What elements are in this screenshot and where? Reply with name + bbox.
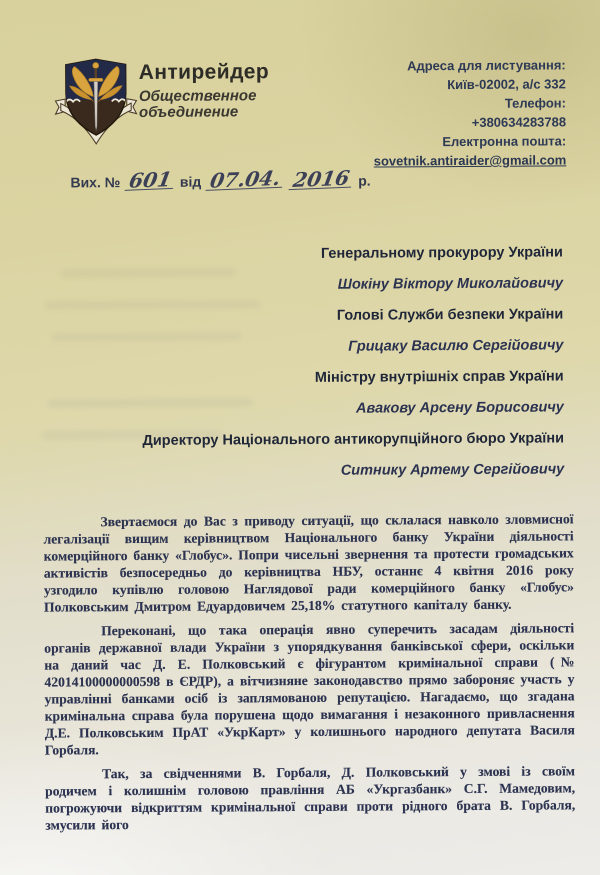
ref-from-label: від [179, 173, 202, 190]
org-subtitle-line2: объединение [138, 103, 239, 121]
org-emblem-shield-wings-sword-icon [52, 55, 141, 154]
ref-date-day-month-handwritten: 07.04. [205, 169, 284, 191]
contact-email-label: Електронна пошта: [442, 133, 567, 150]
contact-email-value: sovetnik.antiraider@gmail.com [373, 152, 567, 169]
recipient-person-4: Ситнику Артему Сергійовичу [340, 461, 565, 479]
recipient-title-2: Голові Служби безпеки України [336, 306, 564, 324]
ref-date-year-handwritten: 2016 [289, 169, 354, 191]
ref-number-handwritten: 601 [124, 170, 175, 191]
recipient-title-3: Міністру внутрішніх справ України [314, 368, 564, 386]
letter-body [43, 510, 575, 840]
recipients-block [59, 237, 565, 488]
contact-block [373, 55, 566, 170]
contact-phone-label: Телефон: [504, 95, 567, 111]
recipient-title-4: Директору Національного антикорупційного бюро України [142, 430, 565, 449]
recipient-title-1: Генеральному прокурору України [320, 244, 563, 262]
org-name: Антирейдер [138, 60, 270, 84]
org-subtitle-line1: Общественное [138, 87, 257, 105]
outgoing-reference-line [70, 165, 371, 202]
ref-year-suffix: р. [358, 172, 371, 189]
body-paragraph-2: Переконані, що така операція явно суперечить засадам діяльності органів державної влади України з упорядкування банківської сфери, оскільки на даний час Д. Е. Полковський є фігурантом кримінальної справи (№ 42014100000000598 в ЄРДР), а вітчизняне законодавство прямо забороняє участь у управлінні банками осіб із заплямованою репутацією. Нагадаємо, що згадана кримінальна справа була порушена щодо вимагання і незаконного привласнення Д.Е. Полковським ПрАТ «УкрКарт» у колишнього народного депутата Василя Горбаля. [44, 620, 575, 758]
contact-address-value: Київ-02002, а/с 332 [447, 76, 566, 93]
body-paragraph-3: Так, за свідченнями В. Горбаля, Д. Полковський у змові із своїм родичем і колишнім головою правління АБ «Укргазбанк» С.Г. Мамедовим, погрожуючи відкриттям кримінальної справи проти рідного брата В. Горбаля, змусили його [45, 763, 576, 833]
ref-prefix: Вих. № [70, 174, 121, 191]
recipient-person-3: Авакову Арсену Борисовичу [355, 399, 564, 417]
contact-phone-value: +380634283788 [471, 114, 567, 130]
recipient-person-2: Грицаку Василю Сергійовичу [348, 337, 564, 355]
contact-address-label: Адреса для листування: [407, 57, 566, 74]
body-paragraph-1: Звертаємося до Вас з приводу ситуації, що склалася навколо зловмисної легалізації вищим керівництвом Національного банку України діяльності комерційного банку «Глобус». Попри чисельні звернення та протести громадських активістів безпосередньо до керівництва НБУ, останнє 4 квітня 2016 року узгодило купівлю головою Наглядової ради комерційного банку «Глобус» Полковським Дмитром Едуардовичем 25,18% статутного капіталу банку. [43, 511, 574, 615]
org-logotype [139, 60, 270, 121]
recipient-person-1: Шокіну Віктору Миколайовичу [337, 275, 564, 293]
